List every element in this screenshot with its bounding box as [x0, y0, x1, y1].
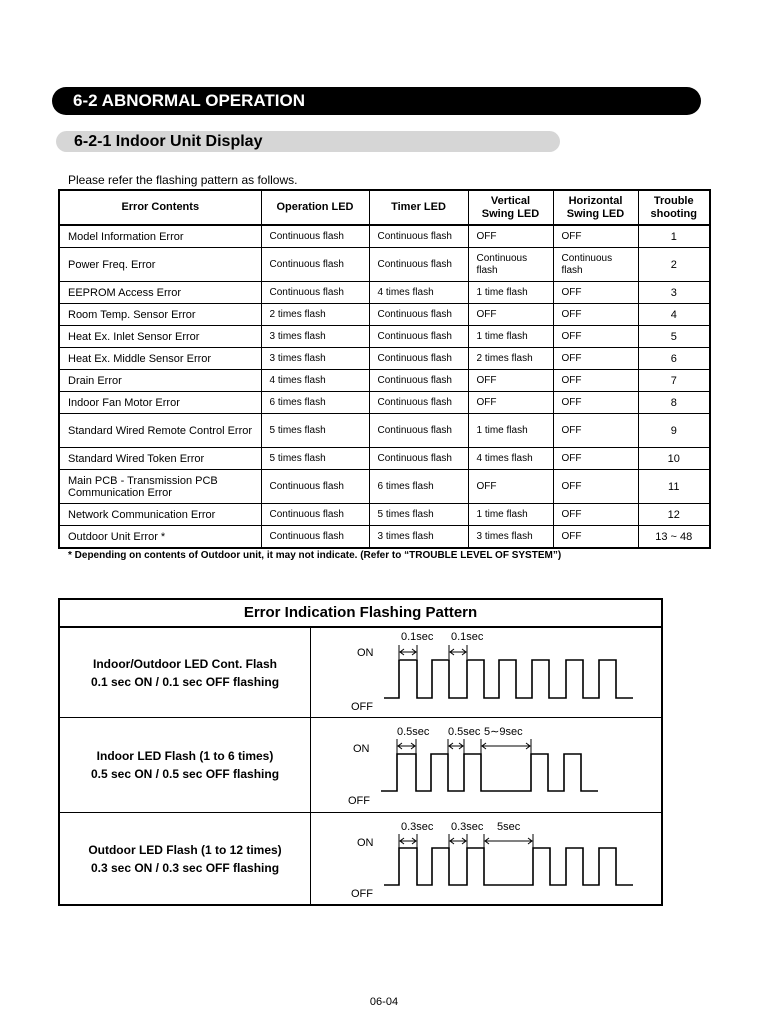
- timing-label: 0.1sec: [451, 631, 484, 643]
- table-row: [59, 470, 710, 504]
- header-timer-led: Timer LED: [369, 190, 468, 225]
- pattern-label: [60, 813, 311, 904]
- cell-trouble: 13 ~ 48: [638, 526, 710, 549]
- flashing-pattern-table: [58, 598, 663, 906]
- intro-text: Please refer the flashing pattern as follows.: [68, 173, 298, 187]
- table-row: [59, 370, 710, 392]
- cell-horizontal: Continuous flash: [553, 248, 638, 282]
- cell-horizontal: OFF: [553, 504, 638, 526]
- header-error-contents: Error Contents: [59, 190, 261, 225]
- pattern-row-indoor-flash: [60, 718, 661, 813]
- table-row: [59, 448, 710, 470]
- cell-timer: Continuous flash: [369, 304, 468, 326]
- timing-label: 0.5sec: [397, 726, 430, 738]
- cell-operation: Continuous flash: [261, 526, 369, 549]
- cell-trouble: 1: [638, 225, 710, 248]
- cell-error: Model Information Error: [59, 225, 261, 248]
- table-row: [59, 414, 710, 448]
- table-header-row: [59, 190, 710, 225]
- pattern-row-outdoor-flash: [60, 813, 661, 904]
- pattern-label-line2: 0.1 sec ON / 0.1 sec OFF flashing: [90, 674, 280, 689]
- cell-vertical: 1 time flash: [468, 282, 553, 304]
- on-label: ON: [357, 837, 374, 849]
- error-table: [58, 189, 711, 549]
- off-label: OFF: [348, 795, 370, 807]
- cell-trouble: 2: [638, 248, 710, 282]
- footnote: * Depending on contents of Outdoor unit, it may not indicate. (Refer to “TROUBLE LEVEL OF SYSTEM”): [68, 550, 562, 561]
- table-row: [59, 348, 710, 370]
- on-label: ON: [353, 743, 370, 755]
- cell-operation: Continuous flash: [261, 248, 369, 282]
- cell-timer: 4 times flash: [369, 282, 468, 304]
- cell-vertical: OFF: [468, 392, 553, 414]
- waveform-cell: [311, 628, 661, 717]
- cell-vertical: 1 time flash: [468, 326, 553, 348]
- cell-horizontal: OFF: [553, 526, 638, 549]
- cell-error: Standard Wired Token Error: [59, 448, 261, 470]
- waveform-diagram: [311, 628, 661, 717]
- waveform-line: [384, 848, 633, 885]
- cell-operation: Continuous flash: [261, 470, 369, 504]
- cell-operation: 3 times flash: [261, 326, 369, 348]
- cell-error: Drain Error: [59, 370, 261, 392]
- cell-horizontal: OFF: [553, 282, 638, 304]
- off-label: OFF: [351, 701, 373, 713]
- timing-label: 5sec: [497, 821, 521, 833]
- cell-timer: Continuous flash: [369, 248, 468, 282]
- table-row: [59, 526, 710, 549]
- cell-horizontal: OFF: [553, 448, 638, 470]
- cell-vertical: OFF: [468, 470, 553, 504]
- section-header: 6-2 ABNORMAL OPERATION: [52, 87, 701, 115]
- cell-timer: Continuous flash: [369, 225, 468, 248]
- table-row: [59, 248, 710, 282]
- table-row: [59, 392, 710, 414]
- cell-timer: 5 times flash: [369, 504, 468, 526]
- cell-operation: Continuous flash: [261, 282, 369, 304]
- table-row: [59, 282, 710, 304]
- cell-operation: Continuous flash: [261, 504, 369, 526]
- cell-vertical: 2 times flash: [468, 348, 553, 370]
- timing-label: 0.1sec: [401, 631, 434, 643]
- waveform-line: [384, 660, 633, 698]
- cell-trouble: 9: [638, 414, 710, 448]
- timing-label: 0.5sec: [448, 726, 481, 738]
- cell-error: Network Communication Error: [59, 504, 261, 526]
- cell-operation: 6 times flash: [261, 392, 369, 414]
- waveform-diagram: [311, 813, 661, 904]
- cell-timer: 6 times flash: [369, 470, 468, 504]
- cell-timer: 3 times flash: [369, 526, 468, 549]
- timing-arrows: [399, 645, 467, 659]
- cell-trouble: 4: [638, 304, 710, 326]
- cell-operation: 4 times flash: [261, 370, 369, 392]
- table-row: [59, 304, 710, 326]
- timing-label: 0.3sec: [401, 821, 434, 833]
- cell-error: Heat Ex. Middle Sensor Error: [59, 348, 261, 370]
- cell-error: Power Freq. Error: [59, 248, 261, 282]
- cell-vertical: 1 time flash: [468, 414, 553, 448]
- cell-horizontal: OFF: [553, 225, 638, 248]
- cell-timer: Continuous flash: [369, 326, 468, 348]
- cell-vertical: 1 time flash: [468, 504, 553, 526]
- pattern-label-line1: Indoor/Outdoor LED Cont. Flash: [93, 656, 277, 671]
- cell-timer: Continuous flash: [369, 414, 468, 448]
- header-operation-led: Operation LED: [261, 190, 369, 225]
- timing-arrows: [397, 739, 531, 754]
- cell-error: Main PCB - Transmission PCB Communication Error: [59, 470, 261, 504]
- pattern-label: [60, 628, 311, 717]
- waveform-line: [381, 754, 598, 791]
- cell-operation: 2 times flash: [261, 304, 369, 326]
- cell-timer: Continuous flash: [369, 348, 468, 370]
- table-row: [59, 504, 710, 526]
- cell-operation: 5 times flash: [261, 414, 369, 448]
- timing-label: 5∼9sec: [484, 726, 523, 738]
- cell-trouble: 6: [638, 348, 710, 370]
- pattern-label-line1: Indoor LED Flash (1 to 6 times): [96, 749, 274, 763]
- cell-trouble: 12: [638, 504, 710, 526]
- cell-horizontal: OFF: [553, 392, 638, 414]
- cell-vertical: OFF: [468, 225, 553, 248]
- cell-operation: 3 times flash: [261, 348, 369, 370]
- cell-horizontal: OFF: [553, 304, 638, 326]
- cell-error: EEPROM Access Error: [59, 282, 261, 304]
- header-trouble-shooting: Trouble shooting: [638, 190, 710, 225]
- cell-trouble: 11: [638, 470, 710, 504]
- page-number: 06-04: [369, 996, 399, 1008]
- cell-error: Outdoor Unit Error *: [59, 526, 261, 549]
- table-row: [59, 225, 710, 248]
- cell-error: Room Temp. Sensor Error: [59, 304, 261, 326]
- table-row: [59, 326, 710, 348]
- waveform-cell: [311, 813, 661, 904]
- cell-horizontal: OFF: [553, 470, 638, 504]
- cell-trouble: 8: [638, 392, 710, 414]
- on-label: ON: [357, 647, 374, 659]
- cell-trouble: 7: [638, 370, 710, 392]
- cell-trouble: 10: [638, 448, 710, 470]
- cell-timer: Continuous flash: [369, 370, 468, 392]
- cell-operation: Continuous flash: [261, 225, 369, 248]
- header-vertical-swing-led: Vertical Swing LED: [468, 190, 553, 225]
- cell-vertical: OFF: [468, 370, 553, 392]
- cell-error: Heat Ex. Inlet Sensor Error: [59, 326, 261, 348]
- off-label: OFF: [351, 888, 373, 900]
- cell-horizontal: OFF: [553, 414, 638, 448]
- cell-trouble: 5: [638, 326, 710, 348]
- cell-timer: Continuous flash: [369, 392, 468, 414]
- cell-error: Standard Wired Remote Control Error: [59, 414, 261, 448]
- cell-vertical: Continuous flash: [468, 248, 553, 282]
- cell-horizontal: OFF: [553, 326, 638, 348]
- pattern-label: [60, 718, 311, 812]
- flashing-pattern-title: Error Indication Flashing Pattern: [60, 600, 661, 628]
- header-horizontal-swing-led: Horizontal Swing LED: [553, 190, 638, 225]
- cell-trouble: 3: [638, 282, 710, 304]
- pattern-row-cont-flash: [60, 628, 661, 718]
- waveform-diagram: [311, 718, 661, 812]
- cell-error: Indoor Fan Motor Error: [59, 392, 261, 414]
- cell-vertical: 3 times flash: [468, 526, 553, 549]
- timing-arrows: [399, 834, 533, 848]
- timing-label: 0.3sec: [451, 821, 484, 833]
- cell-vertical: 4 times flash: [468, 448, 553, 470]
- pattern-label-line1: Outdoor LED Flash (1 to 12 times): [88, 842, 282, 857]
- cell-operation: 5 times flash: [261, 448, 369, 470]
- pattern-label-line2: 0.5 sec ON / 0.5 sec OFF flashing: [90, 767, 280, 781]
- cell-timer: Continuous flash: [369, 448, 468, 470]
- subsection-header: 6-2-1 Indoor Unit Display: [56, 131, 560, 152]
- cell-horizontal: OFF: [553, 370, 638, 392]
- cell-horizontal: OFF: [553, 348, 638, 370]
- pattern-label-line2: 0.3 sec ON / 0.3 sec OFF flashing: [90, 860, 280, 875]
- waveform-cell: [311, 718, 661, 812]
- cell-vertical: OFF: [468, 304, 553, 326]
